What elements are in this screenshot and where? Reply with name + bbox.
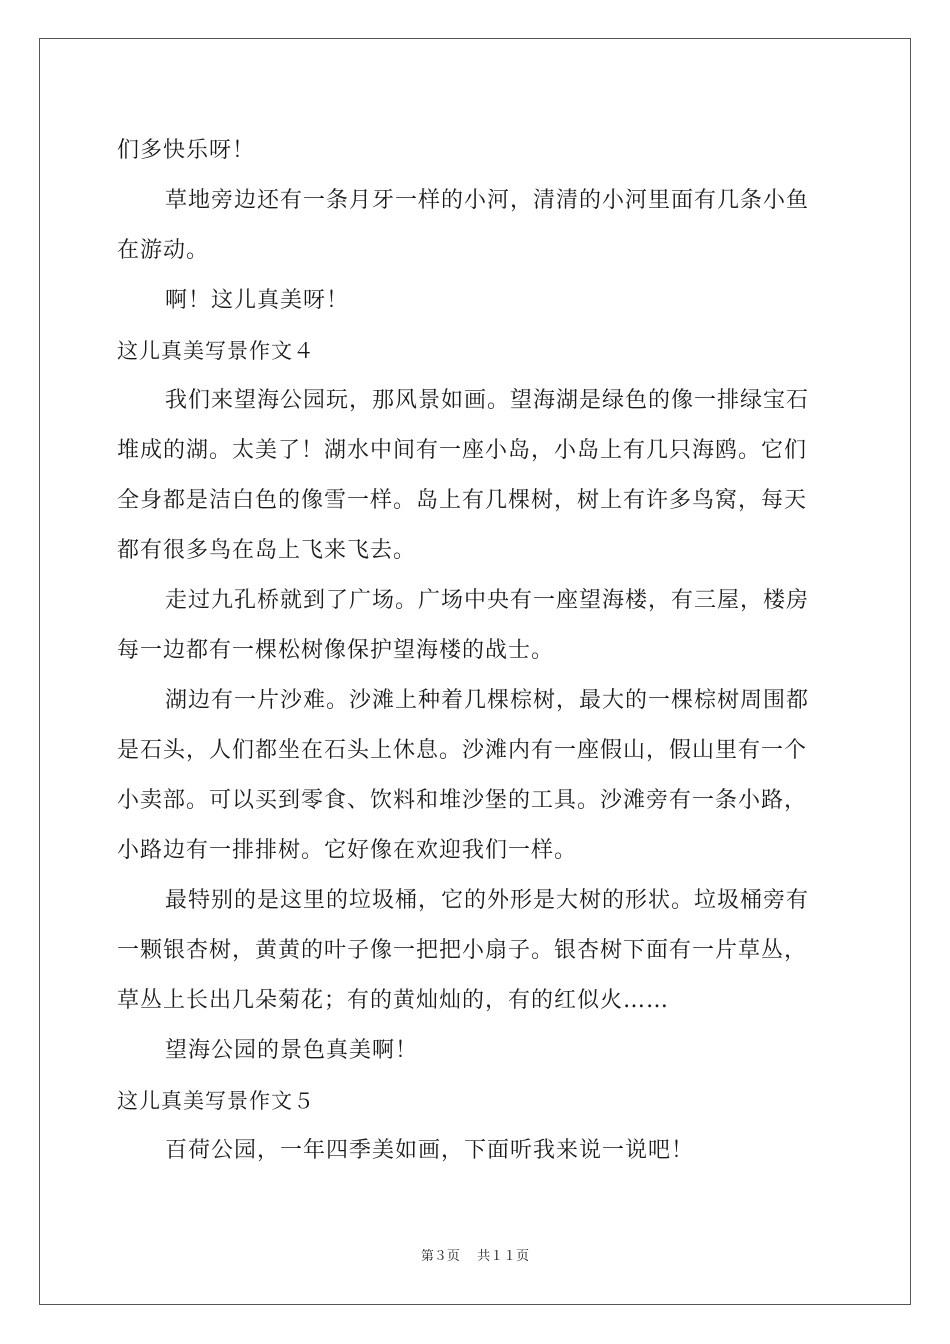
paragraph-start: 走过九孔桥就到了广场。广场中央有一座望海楼，有三屋，楼房 (165, 588, 810, 613)
section-heading: 这儿真美写景作文５ (117, 1089, 315, 1113)
text-line: 小卖部。可以买到零食、饮料和堆沙堡的工具。沙滩旁有一条小路， (117, 788, 808, 813)
paragraph-start: 湖边有一片沙难。沙滩上种着几棵棕树，最大的一棵棕树周围都 (165, 688, 810, 713)
paragraph-start: 我们来望海公园玩，那风景如画。望海湖是绿色的像一排绿宝石 (165, 388, 810, 413)
paragraph-start: 草地旁边还有一条月牙一样的小河，清清的小河里面有几条小鱼 (165, 188, 810, 213)
text-line: 一颗银杏树，黄黄的叶子像一把把小扇子。银杏树下面有一片草丛， (117, 938, 808, 963)
document-body (117, 126, 837, 1176)
text-line: 草丛上长出几朵菊花；有的黄灿灿的，有的红似火…… (117, 988, 670, 1013)
text-line: 们多快乐呀！ (117, 138, 256, 163)
text-line: 在游动。 (117, 238, 210, 263)
page-footer (0, 1245, 950, 1264)
text-line: 堆成的湖。太美了！湖水中间有一座小岛，小岛上有几只海鸥。它们 (117, 438, 808, 463)
text-line: 全身都是洁白色的像雪一样。岛上有几棵树，树上有许多鸟窝，每天 (117, 488, 808, 513)
text-line: 是石头，人们都坐在石头上休息。沙滩内有一座假山，假山里有一个 (117, 738, 808, 763)
paragraph-start: 啊！这儿真美呀！ (165, 288, 350, 313)
text-line: 都有很多鸟在岛上飞来飞去。 (117, 538, 417, 563)
page-total: 共１１页 (477, 1248, 530, 1263)
page-number: 第３页 (420, 1248, 460, 1263)
paragraph-start: 望海公园的景色真美啊！ (165, 1038, 419, 1063)
paragraph-start: 百荷公园，一年四季美如画，下面听我来说一说吧！ (165, 1138, 695, 1163)
text-line: 每一边都有一棵松树像保护望海楼的战士。 (117, 638, 555, 663)
text-line: 小路边有一排排树。它好像在欢迎我们一样。 (117, 838, 578, 863)
section-heading: 这儿真美写景作文４ (117, 339, 315, 363)
paragraph-start: 最特别的是这里的垃圾桶，它的外形是大树的形状。垃圾桶旁有 (165, 888, 810, 913)
